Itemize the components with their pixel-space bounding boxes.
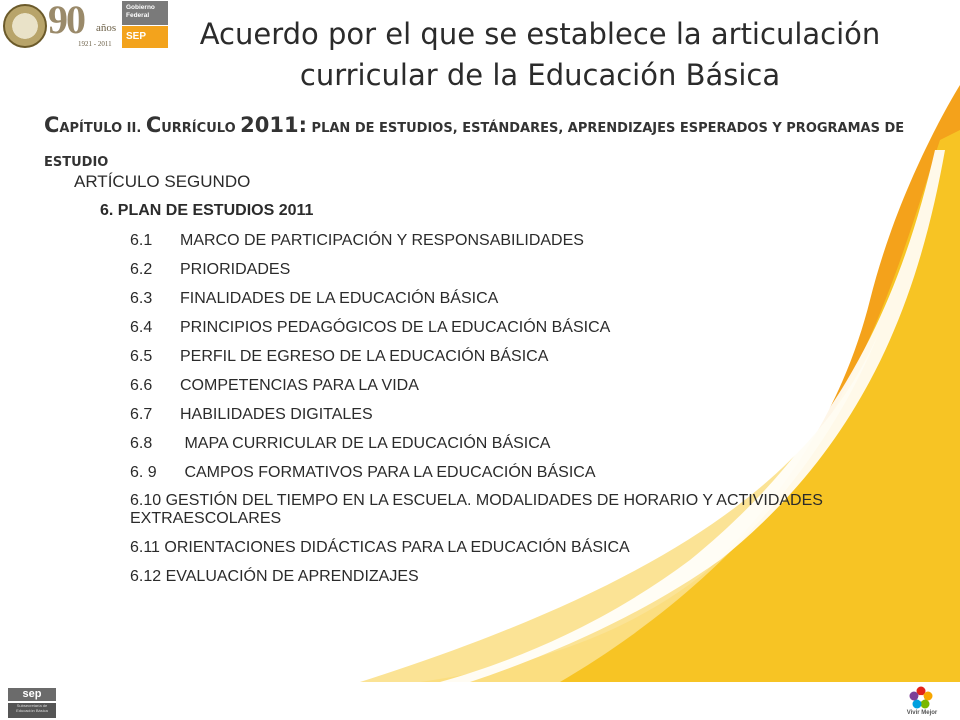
item-text: MARCO DE PARTICIPACIÓN Y RESPONSABILIDADES bbox=[180, 232, 584, 249]
item-number: 6. 9 bbox=[130, 464, 157, 481]
list-item bbox=[130, 376, 890, 395]
chapter-cap-rest: APÍTULO II. bbox=[59, 121, 146, 136]
list-item bbox=[130, 260, 890, 279]
sep-footer-logo bbox=[8, 688, 56, 718]
gobierno-federal-badge: Gobierno Federal bbox=[122, 1, 168, 25]
chapter-year: 2011: bbox=[240, 113, 308, 137]
item-number: 6.4 bbox=[130, 319, 153, 336]
logo-anos: años bbox=[96, 22, 117, 34]
coat-of-arms-seal bbox=[3, 4, 47, 48]
item-number: 6.11 bbox=[130, 539, 165, 556]
item-text: HABILIDADES DIGITALES bbox=[180, 406, 373, 423]
item-text: PRIORIDADES bbox=[180, 261, 291, 278]
sep-footer-subtitle: Subsecretaría de Educación Básica bbox=[8, 703, 56, 718]
sep-footer-mark: sep bbox=[8, 688, 56, 701]
chapter-heading bbox=[44, 108, 924, 180]
list-item bbox=[130, 231, 890, 250]
slide-title: Acuerdo por el que se establece la articulación curricular de la Educación Básica bbox=[199, 17, 881, 92]
item-text: PRINCIPIOS PEDAGÓGICOS DE LA EDUCACIÓN BÁSICA bbox=[180, 319, 611, 336]
item-number: 6.8 bbox=[130, 435, 153, 452]
item-text: GESTIÓN DEL TIEMPO EN LA ESCUELA. MODALIDADES DE HORARIO Y ACTIVIDADES EXTRAESCOLARES bbox=[130, 492, 823, 527]
item-text: MAPA CURRICULAR DE LA EDUCACIÓN BÁSICA bbox=[180, 435, 551, 452]
item-text: PERFIL DE EGRESO DE LA EDUCACIÓN BÁSICA bbox=[180, 348, 549, 365]
flower-icon bbox=[908, 686, 934, 710]
chapter-cur-initial: C bbox=[145, 113, 162, 137]
item-text: FINALIDADES DE LA EDUCACIÓN BÁSICA bbox=[180, 290, 499, 307]
item-number: 6.6 bbox=[130, 377, 153, 394]
logo-90: 90 bbox=[48, 0, 84, 42]
articulo-heading: ARTÍCULO SEGUNDO bbox=[74, 172, 251, 191]
plan-items-list bbox=[130, 231, 890, 596]
item-number: 6.10 bbox=[130, 492, 166, 509]
item-number: 6.7 bbox=[130, 406, 153, 423]
item-text: CAMPOS FORMATIVOS PARA LA EDUCACIÓN BÁSICA bbox=[180, 464, 596, 481]
item-text: EVALUACIÓN DE APRENDIZAJES bbox=[165, 568, 419, 585]
sep-badge: SEP bbox=[122, 26, 168, 48]
list-item bbox=[130, 463, 890, 482]
chapter-cur-rest: URRÍCULO bbox=[161, 121, 241, 136]
logo-years: 1921 - 2011 bbox=[78, 40, 112, 48]
list-item bbox=[130, 318, 890, 337]
item-number: 6.2 bbox=[130, 261, 153, 278]
list-item bbox=[130, 347, 890, 366]
vivir-mejor-logo bbox=[898, 686, 946, 720]
item-number: 6.1 bbox=[130, 232, 153, 249]
chapter-cap-initial: C bbox=[44, 113, 60, 137]
item-number: 6.5 bbox=[130, 348, 153, 365]
list-item bbox=[130, 492, 890, 528]
item-text: COMPETENCIAS PARA LA VIDA bbox=[180, 377, 419, 394]
chapter-rest: PLAN DE ESTUDIOS, ESTÁNDARES, APRENDIZAJES ESPERADOS Y PROGRAMAS DE ESTUDIO bbox=[44, 121, 905, 170]
header-logo bbox=[0, 0, 170, 50]
list-item bbox=[130, 538, 890, 557]
plan-heading: 6. PLAN DE ESTUDIOS 2011 bbox=[100, 202, 314, 219]
item-number: 6.3 bbox=[130, 290, 153, 307]
item-text: ORIENTACIONES DIDÁCTICAS PARA LA EDUCACIÓN BÁSICA bbox=[164, 539, 630, 556]
list-item bbox=[130, 289, 890, 308]
footer-band bbox=[0, 683, 960, 720]
list-item bbox=[130, 567, 890, 586]
list-item bbox=[130, 434, 890, 453]
list-item bbox=[130, 405, 890, 424]
item-number: 6.12 bbox=[130, 568, 166, 585]
vivir-mejor-label: Vivir Mejor bbox=[906, 710, 938, 716]
